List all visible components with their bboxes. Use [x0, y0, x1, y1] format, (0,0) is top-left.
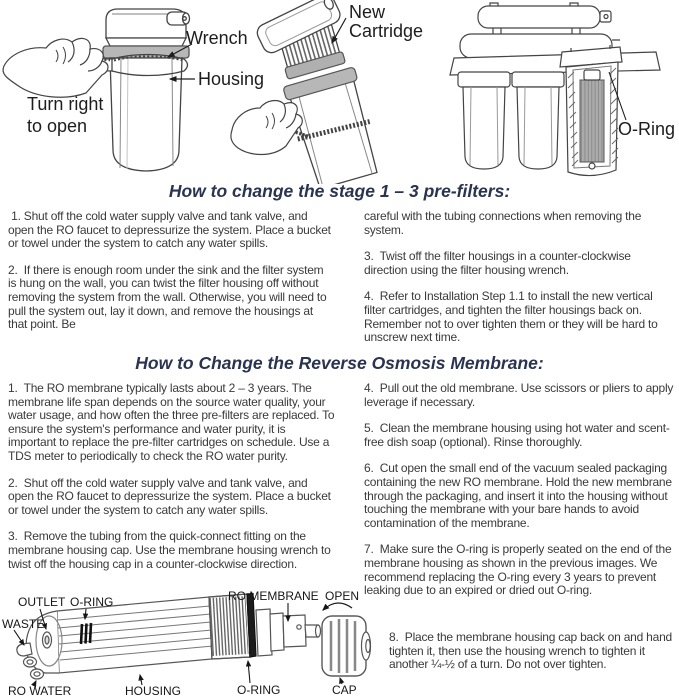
- oring-bottom-label: O-RING: [237, 683, 281, 696]
- oring-label: O-Ring: [618, 119, 676, 139]
- membrane-step-6: 6. Cut open the small end of the vacuum sealed packaging containing the new RO membrane. Hold the new membrane through the packaging, and insert it into the housing without touching the membrane with your bare hands to avoid contamination of the membrane.: [364, 461, 675, 530]
- prefilters-step-2: 2. If there is enough room under the sink and the filter system is hung on the wall, you can twist the filter housing off without removing the system from the wall. Otherwise, you will need to pull the system out, lay it down, and remove the housings at that point. Be: [8, 262, 330, 332]
- prefilters-step-2-continued: careful with the tubing connections when removing the system.: [364, 209, 645, 237]
- wrench-label: Wrench: [186, 28, 248, 48]
- prefilters-heading: How to change the stage 1 – 3 pre-filters:: [168, 181, 511, 201]
- membrane-right-column: [364, 382, 678, 611]
- prefilters-step-4: 4. Refer to Installation Step 1.1 to install the new vertical filter cartridges, and tighten the filter housings back on. Remember not to over tighten them or they will be hard to unscrew next time.: [364, 289, 661, 345]
- membrane-step-1: 1. The RO membrane typically lasts about 2 – 3 years. The membrane life span depends on the source water quality, your water usage, and how often the three pre-filters are replaced. To ensure the system's performance and water purity, it is important to replace the pre-filter cartridges on schedule. Use a TDS meter to periodically to check the RO water purity.: [8, 381, 338, 463]
- membrane-step-8: 8. Place the membrane housing cap back on and hand tighten it, then use the housing wrench to tighten it another ¼-½ of a turn. Do not over tighten.: [389, 630, 676, 672]
- cap-label: CAP: [332, 683, 357, 696]
- turn-right-caption-line1: Turn right: [27, 94, 104, 114]
- turn-right-caption-line2: to open: [27, 116, 88, 136]
- membrane-step-4: 4. Pull out the old membrane. Use scissors or pliers to apply leverage if necessary.: [364, 381, 677, 409]
- new-cartridge-label-line1: New: [349, 2, 386, 22]
- membrane-step-2: 2. Shut off the cold water supply valve and tank valve, and open the RO faucet to depressurize the system. Place a bucket or towel under the system to catch any water spills.: [8, 475, 334, 517]
- membrane-left-column: [8, 382, 336, 584]
- open-label: OPEN: [325, 589, 360, 603]
- housing-bottom-label: HOUSING: [125, 684, 182, 696]
- membrane-housing-diagram: [0, 584, 380, 696]
- membrane-step-5: 5. Clean the membrane housing using hot water and scent- free dish soap (optional). Rinse thoroughly.: [364, 421, 673, 449]
- membrane-step-3: 3. Remove the tubing from the quick-connect fitting on the membrane housing cap. Use the membrane housing wrench to twist off the housing cap in a counter-clockwise direction.: [8, 529, 334, 571]
- prefilters-right-column: [364, 210, 676, 358]
- ro-water-label: RO WATER: [8, 684, 72, 696]
- new-cartridge-label-line2: Cartridge: [349, 21, 424, 41]
- ro-system-illustration: [430, 0, 679, 184]
- housing-label: Housing: [198, 69, 265, 89]
- outlet-label: OUTLET: [18, 595, 66, 609]
- membrane-heading: How to Change the Reverse Osmosis Membrane:: [135, 353, 544, 373]
- prefilters-step-3: 3. Twist off the filter housings in a counter-clockwise direction using the filter housing wrench.: [364, 249, 634, 277]
- ro-membrane-label: RO MEMBRANE: [228, 589, 319, 603]
- membrane-step-7: 7. Make sure the O-ring is properly seated on the end of the membrane housing as shown in the previous images. We recommend replacing the O-ring every 3 years to prevent leaking due to an expired or dried out O-ring.: [364, 542, 675, 598]
- prefilters-step-1: 1. Shut off the cold water supply valve and tank valve, and open the RO faucet to depressurize the system. Place a bucket or towel under the system to catch any water spills.: [8, 209, 334, 251]
- prefilters-left-column: [8, 210, 334, 345]
- top-illustrations: [0, 0, 679, 184]
- waste-label: WASTE: [2, 617, 45, 631]
- oring-top-label: O-RING: [70, 595, 114, 609]
